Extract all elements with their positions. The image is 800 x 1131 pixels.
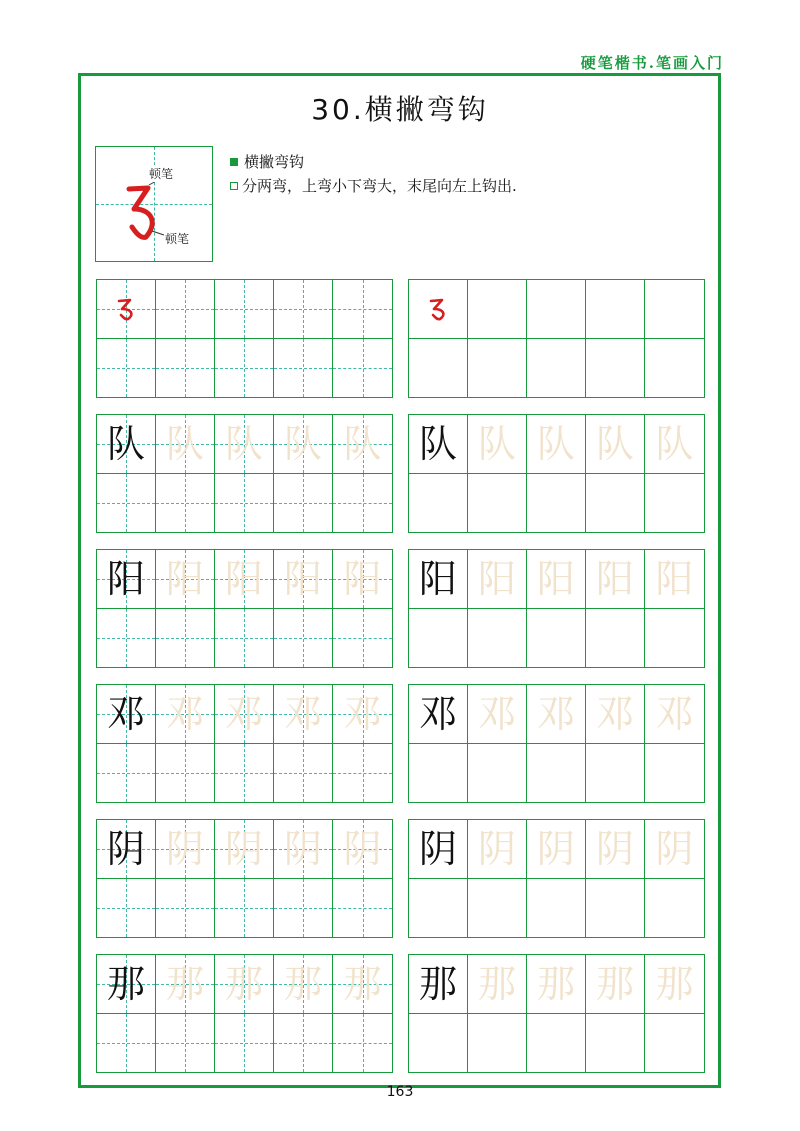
writing-cell[interactable] — [468, 550, 527, 609]
writing-cell[interactable] — [215, 280, 274, 339]
page-title: 30.横撇弯钩 — [311, 93, 489, 126]
writing-cell[interactable] — [409, 879, 468, 938]
trace-character: 阴 — [343, 826, 382, 871]
writing-cell[interactable] — [215, 685, 274, 744]
writing-cell[interactable] — [468, 820, 527, 879]
writing-cell[interactable] — [333, 820, 392, 879]
writing-cell[interactable] — [409, 955, 468, 1014]
writing-cell[interactable] — [156, 339, 215, 398]
writing-cell[interactable] — [527, 1014, 586, 1073]
writing-cell[interactable] — [468, 609, 527, 668]
trace-character: 队 — [283, 421, 322, 466]
model-character: 那 — [106, 961, 145, 1006]
writing-cell[interactable] — [468, 339, 527, 398]
writing-cell[interactable] — [409, 820, 468, 879]
model-character: 那 — [418, 961, 457, 1006]
writing-cell[interactable] — [468, 280, 527, 339]
demo-note-top: 顿笔 — [149, 167, 174, 181]
trace-character: 阳 — [165, 556, 204, 601]
writing-cell[interactable] — [274, 609, 333, 668]
writing-cell[interactable] — [586, 744, 645, 803]
trace-character: 阴 — [165, 826, 204, 871]
trace-character: 那 — [595, 961, 634, 1006]
trace-character: 队 — [165, 421, 204, 466]
writing-cell[interactable] — [274, 474, 333, 533]
trace-character: 邓 — [536, 691, 575, 736]
trace-character: 邓 — [595, 691, 634, 736]
empty-square-icon — [230, 182, 238, 190]
writing-cell[interactable] — [527, 744, 586, 803]
writing-cell[interactable] — [156, 820, 215, 879]
hengpiewangou-stroke-icon — [115, 297, 137, 321]
page-number: 163 — [386, 1084, 414, 1100]
description-heading: 横撇弯钩 — [244, 153, 305, 171]
character-practice-grid — [408, 684, 705, 803]
writing-cell[interactable] — [156, 609, 215, 668]
writing-cell[interactable] — [215, 1014, 274, 1073]
writing-cell[interactable] — [215, 339, 274, 398]
writing-cell[interactable] — [156, 744, 215, 803]
writing-cell[interactable] — [215, 820, 274, 879]
writing-cell[interactable] — [468, 415, 527, 474]
trace-character: 队 — [477, 421, 516, 466]
writing-cell[interactable] — [468, 685, 527, 744]
writing-cell[interactable] — [409, 474, 468, 533]
stroke-description — [230, 150, 517, 198]
trace-character: 阴 — [283, 826, 322, 871]
writing-cell[interactable] — [527, 879, 586, 938]
writing-cell[interactable] — [156, 685, 215, 744]
trace-character: 邓 — [343, 691, 382, 736]
writing-cell[interactable] — [274, 1014, 333, 1073]
trace-character: 阴 — [655, 826, 694, 871]
model-character: 阳 — [418, 556, 457, 601]
trace-character: 那 — [283, 961, 322, 1006]
trace-character: 阳 — [655, 556, 694, 601]
writing-cell[interactable] — [527, 955, 586, 1014]
writing-cell[interactable] — [409, 550, 468, 609]
writing-cell[interactable] — [409, 685, 468, 744]
writing-cell[interactable] — [156, 280, 215, 339]
trace-character: 邓 — [224, 691, 263, 736]
writing-cell[interactable] — [333, 550, 392, 609]
writing-cell[interactable] — [274, 280, 333, 339]
model-character: 队 — [106, 421, 145, 466]
description-text: 分两弯，上弯小下弯大，末尾向左上钩出. — [242, 177, 517, 195]
writing-cell[interactable] — [645, 955, 704, 1014]
writing-cell[interactable] — [274, 820, 333, 879]
trace-character: 阳 — [224, 556, 263, 601]
demo-note-bottom: 顿笔 — [165, 232, 190, 246]
writing-cell[interactable] — [645, 744, 704, 803]
writing-cell[interactable] — [97, 550, 156, 609]
writing-cell[interactable] — [97, 474, 156, 533]
trace-character: 阴 — [224, 826, 263, 871]
writing-cell[interactable] — [527, 820, 586, 879]
writing-cell[interactable] — [274, 415, 333, 474]
writing-cell[interactable] — [97, 280, 156, 339]
writing-cell[interactable] — [215, 474, 274, 533]
writing-cell[interactable] — [527, 415, 586, 474]
writing-cell[interactable] — [586, 415, 645, 474]
writing-cell[interactable] — [527, 474, 586, 533]
writing-cell[interactable] — [468, 879, 527, 938]
trace-character: 邓 — [165, 691, 204, 736]
character-practice-grid — [96, 414, 393, 533]
writing-cell[interactable] — [274, 685, 333, 744]
writing-cell[interactable] — [333, 280, 392, 339]
writing-cell[interactable] — [274, 550, 333, 609]
trace-character: 阳 — [477, 556, 516, 601]
trace-character: 队 — [655, 421, 694, 466]
writing-cell[interactable] — [586, 685, 645, 744]
writing-cell[interactable] — [468, 1014, 527, 1073]
writing-cell[interactable] — [274, 955, 333, 1014]
model-character: 阴 — [418, 826, 457, 871]
writing-cell[interactable] — [333, 685, 392, 744]
writing-cell[interactable] — [215, 955, 274, 1014]
character-practice-grid — [96, 684, 393, 803]
stroke-practice-grid — [408, 279, 705, 398]
character-practice-grid — [96, 549, 393, 668]
series-header: 硬笔楷书.笔画入门 — [580, 54, 724, 72]
writing-cell[interactable] — [274, 744, 333, 803]
trace-character: 阳 — [536, 556, 575, 601]
writing-cell[interactable] — [156, 550, 215, 609]
writing-cell[interactable] — [274, 339, 333, 398]
character-practice-grid — [408, 819, 705, 938]
trace-character: 邓 — [477, 691, 516, 736]
writing-cell[interactable] — [333, 339, 392, 398]
trace-character: 邓 — [283, 691, 322, 736]
trace-character: 队 — [224, 421, 263, 466]
character-practice-grid — [96, 819, 393, 938]
writing-cell[interactable] — [527, 280, 586, 339]
writing-cell[interactable] — [333, 744, 392, 803]
trace-character: 那 — [165, 961, 204, 1006]
trace-character: 队 — [536, 421, 575, 466]
writing-cell[interactable] — [586, 339, 645, 398]
writing-cell[interactable] — [156, 474, 215, 533]
writing-cell[interactable] — [333, 609, 392, 668]
writing-cell[interactable] — [645, 1014, 704, 1073]
writing-cell[interactable] — [645, 339, 704, 398]
writing-cell[interactable] — [527, 550, 586, 609]
writing-cell[interactable] — [468, 474, 527, 533]
writing-cell[interactable] — [215, 609, 274, 668]
writing-cell[interactable] — [586, 879, 645, 938]
writing-cell[interactable] — [156, 415, 215, 474]
model-character: 阴 — [106, 826, 145, 871]
character-practice-grid — [408, 954, 705, 1073]
writing-cell[interactable] — [97, 609, 156, 668]
trace-character: 队 — [595, 421, 634, 466]
writing-cell[interactable] — [645, 280, 704, 339]
writing-cell[interactable] — [156, 955, 215, 1014]
character-practice-grid — [408, 414, 705, 533]
writing-cell[interactable] — [586, 1014, 645, 1073]
trace-character: 队 — [343, 421, 382, 466]
trace-character: 阳 — [283, 556, 322, 601]
writing-cell[interactable] — [409, 415, 468, 474]
writing-cell[interactable] — [586, 280, 645, 339]
writing-cell[interactable] — [409, 609, 468, 668]
trace-character: 阴 — [477, 826, 516, 871]
writing-cell[interactable] — [333, 1014, 392, 1073]
writing-cell[interactable] — [586, 820, 645, 879]
writing-cell[interactable] — [97, 339, 156, 398]
trace-character: 那 — [343, 961, 382, 1006]
writing-cell[interactable] — [97, 1014, 156, 1073]
writing-cell[interactable] — [333, 879, 392, 938]
trace-character: 邓 — [655, 691, 694, 736]
writing-cell[interactable] — [333, 474, 392, 533]
trace-character: 那 — [536, 961, 575, 1006]
writing-cell[interactable] — [97, 415, 156, 474]
stroke-demo-box — [95, 146, 213, 262]
model-character: 邓 — [418, 691, 457, 736]
writing-cell[interactable] — [215, 879, 274, 938]
model-character: 阳 — [106, 556, 145, 601]
writing-cell[interactable] — [586, 474, 645, 533]
trace-character: 阴 — [536, 826, 575, 871]
character-practice-grid — [408, 549, 705, 668]
model-character: 队 — [418, 421, 457, 466]
writing-cell[interactable] — [527, 685, 586, 744]
writing-cell[interactable] — [409, 280, 468, 339]
writing-cell[interactable] — [645, 415, 704, 474]
trace-character: 阳 — [343, 556, 382, 601]
trace-character: 那 — [224, 961, 263, 1006]
writing-cell[interactable] — [645, 820, 704, 879]
writing-cell[interactable] — [333, 955, 392, 1014]
writing-cell[interactable] — [97, 955, 156, 1014]
filled-square-icon — [230, 158, 238, 166]
model-character: 邓 — [106, 691, 145, 736]
writing-cell[interactable] — [409, 339, 468, 398]
writing-cell[interactable] — [215, 550, 274, 609]
writing-cell[interactable] — [645, 474, 704, 533]
stroke-practice-grid — [96, 279, 393, 398]
writing-cell[interactable] — [586, 550, 645, 609]
writing-cell[interactable] — [156, 879, 215, 938]
writing-cell[interactable] — [468, 955, 527, 1014]
writing-cell[interactable] — [645, 609, 704, 668]
writing-cell[interactable] — [156, 1014, 215, 1073]
writing-cell[interactable] — [527, 609, 586, 668]
writing-cell[interactable] — [645, 879, 704, 938]
writing-cell[interactable] — [586, 955, 645, 1014]
writing-cell[interactable] — [645, 550, 704, 609]
writing-cell[interactable] — [215, 744, 274, 803]
writing-cell[interactable] — [97, 744, 156, 803]
hengpiewangou-stroke-icon — [427, 297, 449, 321]
trace-character: 阴 — [595, 826, 634, 871]
writing-cell[interactable] — [645, 685, 704, 744]
trace-character: 那 — [655, 961, 694, 1006]
trace-character: 阳 — [595, 556, 634, 601]
writing-cell[interactable] — [97, 820, 156, 879]
writing-cell[interactable] — [468, 744, 527, 803]
writing-cell[interactable] — [97, 879, 156, 938]
trace-character: 那 — [477, 961, 516, 1006]
writing-cell[interactable] — [409, 744, 468, 803]
writing-cell[interactable] — [215, 415, 274, 474]
writing-cell[interactable] — [97, 685, 156, 744]
writing-cell[interactable] — [409, 1014, 468, 1073]
writing-cell[interactable] — [586, 609, 645, 668]
character-practice-grid — [96, 954, 393, 1073]
writing-cell[interactable] — [527, 339, 586, 398]
writing-cell[interactable] — [274, 879, 333, 938]
writing-cell[interactable] — [333, 415, 392, 474]
